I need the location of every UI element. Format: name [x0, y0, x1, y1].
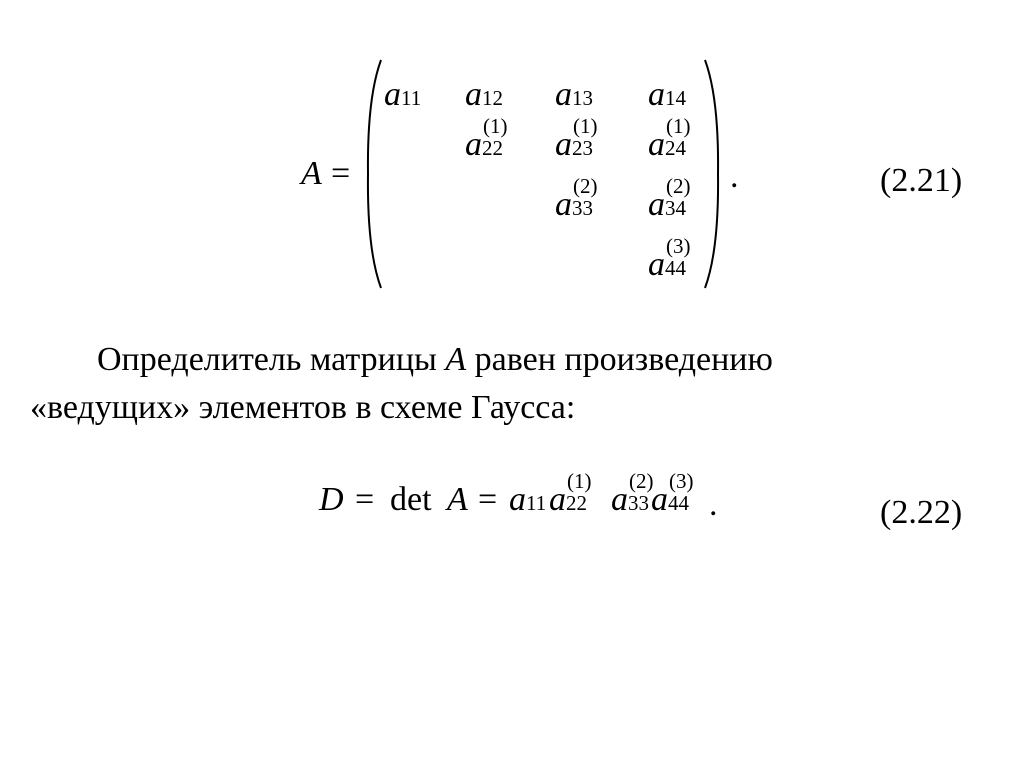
- paragraph-text: «ведущих» элементов в схеме Гаусса:: [30, 389, 576, 426]
- matrix-entry: [648, 114, 701, 163]
- factor-base: a: [651, 481, 668, 518]
- factor-base: a: [509, 481, 526, 518]
- entry-indices: [482, 114, 518, 162]
- factor-indices: [566, 469, 602, 517]
- product-factor: [549, 469, 602, 518]
- entry-base: a: [648, 126, 665, 163]
- product-factor: [651, 469, 704, 518]
- entry-subscript: 14: [665, 86, 686, 110]
- factor-superscript: (3): [669, 469, 694, 493]
- equation-period: .: [709, 486, 718, 523]
- entry-superscript: (3): [666, 234, 691, 258]
- entry-indices: [572, 78, 608, 112]
- factor-subscript: 11: [526, 491, 547, 515]
- factor-superscript: (1): [567, 469, 592, 493]
- entry-base: a: [384, 76, 401, 113]
- matrix-entry: [648, 234, 701, 283]
- factor-subscript: 33: [628, 491, 649, 515]
- entry-superscript: (2): [573, 174, 598, 198]
- entry-subscript: 34: [665, 196, 686, 220]
- paragraph-line-2: [30, 382, 575, 434]
- entry-base: a: [465, 126, 482, 163]
- entry-indices: [572, 174, 608, 222]
- entry-base: a: [465, 76, 482, 113]
- paragraph-text: Определитель матрицы: [97, 341, 446, 378]
- determinant-variable: D: [319, 481, 344, 518]
- equation-period: .: [730, 158, 739, 195]
- entry-subscript: 11: [401, 86, 422, 110]
- paragraph-line-1: [97, 334, 773, 386]
- paragraph-text: равен произведению: [466, 341, 773, 378]
- entry-base: a: [555, 186, 572, 223]
- matrix-entry: [555, 78, 608, 112]
- entry-base: a: [648, 246, 665, 283]
- entry-subscript: 13: [572, 86, 593, 110]
- entry-base: a: [555, 76, 572, 113]
- entry-indices: [482, 78, 518, 112]
- equation-number: (2.21): [880, 162, 963, 199]
- matrix-entry: [465, 114, 518, 163]
- matrix-entry: [648, 78, 701, 112]
- matrix-entry: [384, 78, 437, 112]
- factor-base: a: [611, 481, 628, 518]
- entry-indices: [401, 78, 437, 112]
- matrix-lhs-variable: A: [301, 155, 322, 192]
- entry-subscript: 24: [665, 136, 686, 160]
- matrix-entry: [555, 174, 608, 223]
- entry-indices: [665, 114, 701, 162]
- matrix-variable: A: [447, 481, 468, 518]
- factor-indices: [668, 469, 704, 517]
- factor-base: a: [549, 481, 566, 518]
- equals-sign: =: [478, 481, 498, 518]
- matrix-entry: [648, 174, 701, 223]
- entry-subscript: 22: [482, 136, 503, 160]
- entry-base: a: [648, 186, 665, 223]
- factor-subscript: 22: [566, 491, 587, 515]
- left-parenthesis: [364, 58, 384, 290]
- det-operator: det: [390, 481, 432, 518]
- entry-indices: [665, 78, 701, 112]
- entry-indices: [665, 234, 701, 282]
- entry-subscript: 33: [572, 196, 593, 220]
- entry-base: a: [648, 76, 665, 113]
- entry-subscript: 12: [482, 86, 503, 110]
- factor-superscript: (2): [629, 469, 654, 493]
- entry-subscript: 44: [665, 256, 686, 280]
- entry-superscript: (1): [483, 114, 508, 138]
- entry-indices: [665, 174, 701, 222]
- matrix-variable: A: [445, 341, 467, 378]
- entry-base: a: [555, 126, 572, 163]
- entry-superscript: (1): [666, 114, 691, 138]
- factor-subscript: 44: [668, 491, 689, 515]
- entry-subscript: 23: [572, 136, 593, 160]
- right-parenthesis: [702, 58, 722, 290]
- entry-superscript: (1): [573, 114, 598, 138]
- entry-superscript: (2): [666, 174, 691, 198]
- entry-indices: [572, 114, 608, 162]
- matrix-entry: [465, 78, 518, 112]
- matrix-entry: [555, 114, 608, 163]
- equation-number: (2.22): [880, 494, 963, 531]
- equals-sign: =: [331, 155, 351, 192]
- equals-sign: =: [355, 481, 375, 518]
